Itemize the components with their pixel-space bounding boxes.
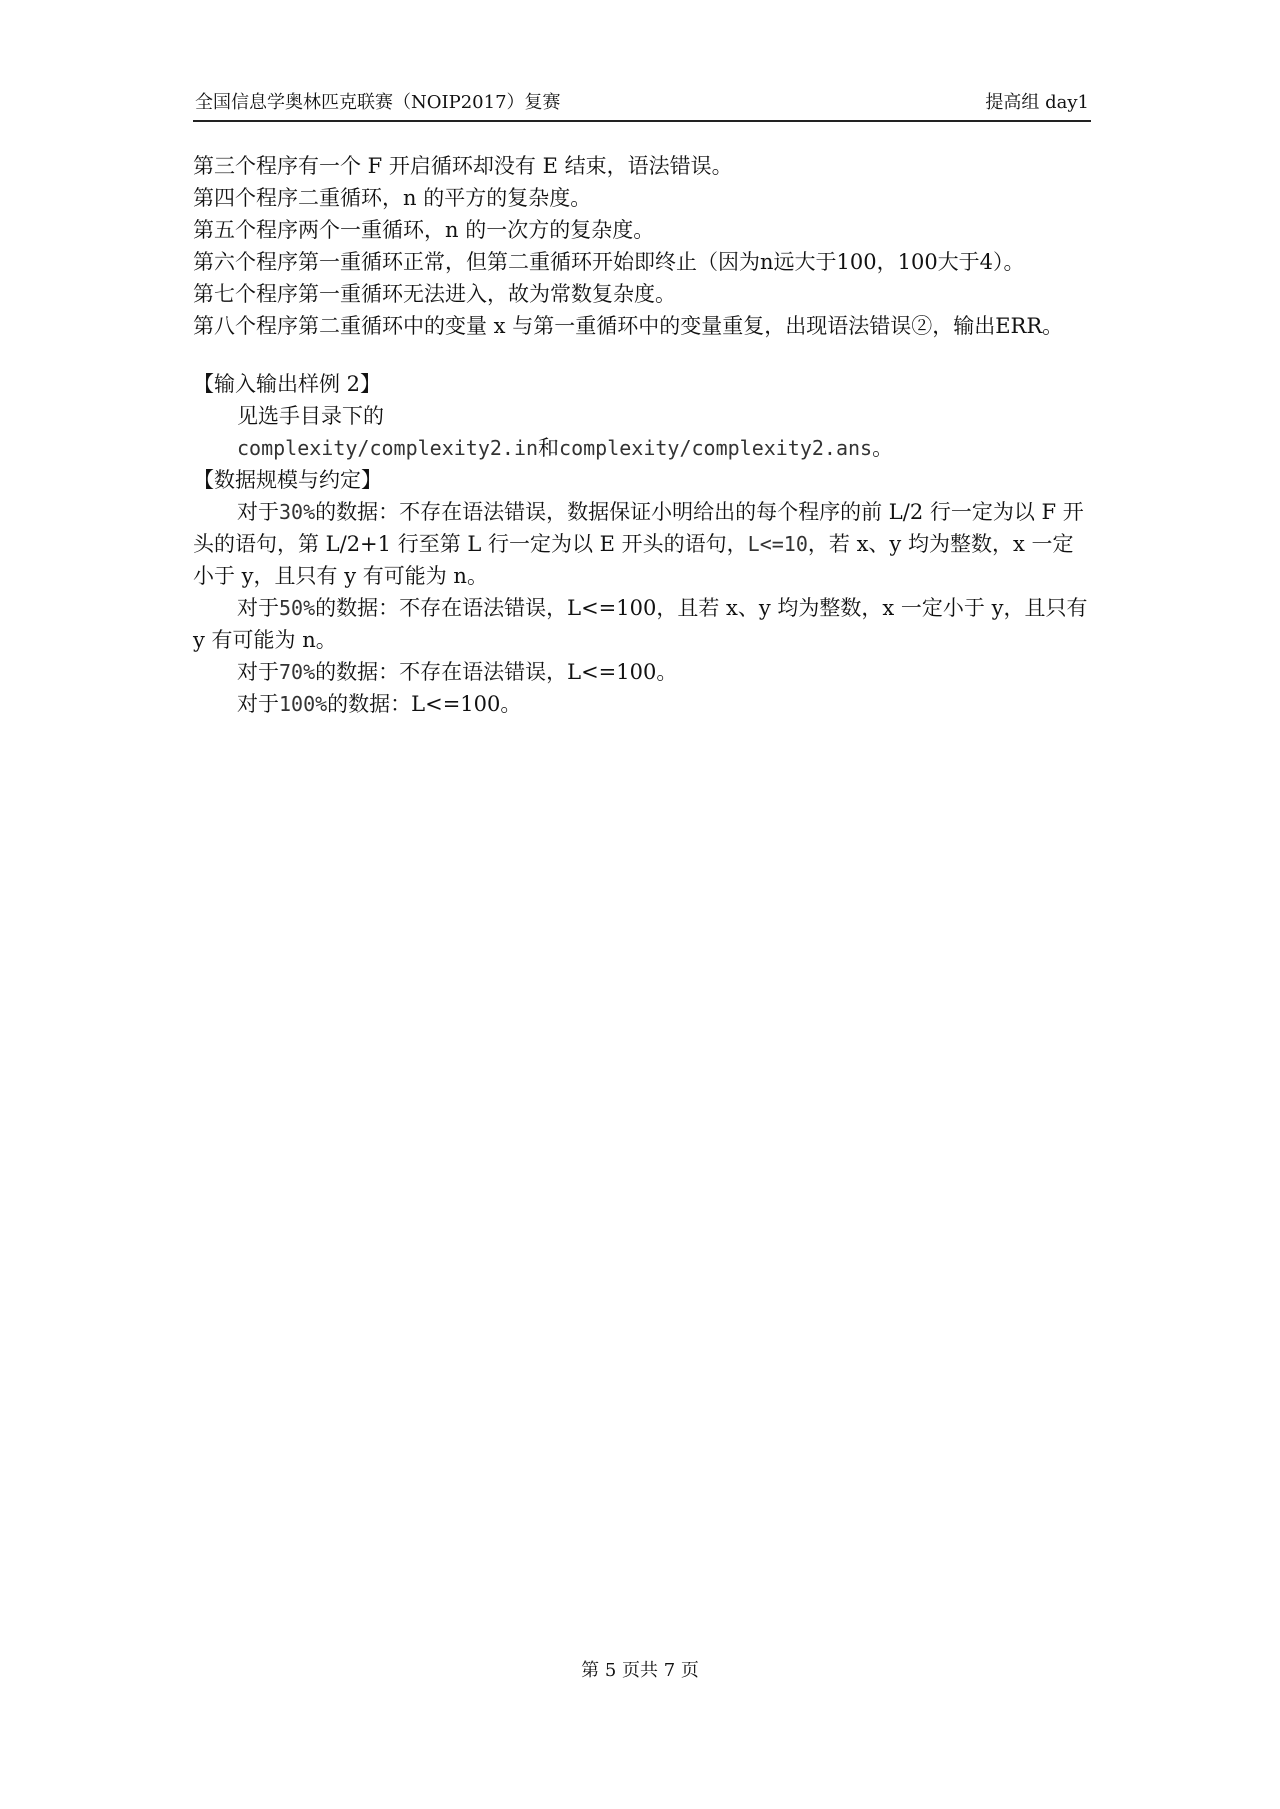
explanation-line-4: 第四个程序二重循环，n 的平方的复杂度。 bbox=[193, 186, 592, 210]
section-gap bbox=[193, 342, 1093, 368]
sample2-answer-file: complexity/complexity2.ans bbox=[559, 436, 873, 460]
explanation-line-5: 第五个程序两个一重循环，n 的一次方的复杂度。 bbox=[193, 218, 655, 242]
header-group-day: 提高组 day1 bbox=[985, 92, 1089, 113]
explanation-line-3: 第三个程序有一个 F 开启循环却没有 E 结束，语法错误。 bbox=[193, 154, 733, 178]
constraints-title: 【数据规模与约定】 bbox=[193, 468, 382, 492]
constraint-item-50 bbox=[193, 592, 1093, 656]
header-contest-title: 全国信息学奥林匹克联赛（NOIP2017）复赛 bbox=[195, 92, 561, 113]
constraint-text: 的数据：不存在语法错误，L<=100。 bbox=[315, 660, 678, 684]
constraint-prefix: 对于 bbox=[237, 692, 279, 716]
sample2-end: 。 bbox=[872, 436, 894, 460]
sample2-intro: 见选手目录下的 bbox=[237, 404, 384, 428]
explanation-line-7: 第七个程序第一重循环无法进入，故为常数复杂度。 bbox=[193, 282, 676, 306]
constraint-percent: 30% bbox=[279, 500, 316, 524]
explanation-line-8: 第八个程序第二重循环中的变量 x 与第一重循环中的变量重复，出现语法错误②，输出ERR。 bbox=[193, 314, 1064, 338]
constraint-code: L<=10 bbox=[747, 532, 808, 556]
constraint-percent: 70% bbox=[279, 660, 316, 684]
sample2-connector: 和 bbox=[538, 436, 560, 460]
constraint-prefix: 对于 bbox=[237, 596, 279, 620]
constraint-text: 的数据：L<=100。 bbox=[327, 692, 522, 716]
document-body bbox=[193, 150, 1093, 720]
page-footer: 第 5 页共 7 页 bbox=[581, 1660, 699, 1681]
constraint-percent: 100% bbox=[279, 692, 328, 716]
page-header bbox=[193, 88, 1091, 122]
sample2-input-file: complexity/complexity2.in bbox=[237, 436, 539, 460]
constraint-item-100 bbox=[193, 688, 1093, 720]
sample2-title: 【输入输出样例 2】 bbox=[193, 372, 382, 396]
constraint-text: 的数据：不存在语法错误，L<=100，且若 x、y 均为整数，x 一定小于 y，且只有 y 有可能为 n。 bbox=[193, 596, 1088, 652]
constraint-prefix: 对于 bbox=[237, 500, 279, 524]
constraint-percent: 50% bbox=[279, 596, 316, 620]
constraint-text: 的数据：不存在语法错误，数据保证小明给出的每个程序的前 L/2 行一定为以 F 开头的语句，第 L/2+1 行至第 L 行一定为以 E 开头的语句， bbox=[193, 500, 1084, 556]
constraint-item-70 bbox=[193, 656, 1093, 688]
sample2-files bbox=[193, 432, 1093, 464]
constraint-prefix: 对于 bbox=[237, 660, 279, 684]
explanation-line-6: 第六个程序第一重循环正常，但第二重循环开始即终止（因为n远大于100，100大于4）。 bbox=[193, 250, 1025, 274]
constraint-text-tail: ，若 x、y 均为整数，x 一定小于 y，且只有 y 有可能为 n。 bbox=[193, 532, 1074, 588]
constraint-item-30 bbox=[193, 496, 1093, 592]
